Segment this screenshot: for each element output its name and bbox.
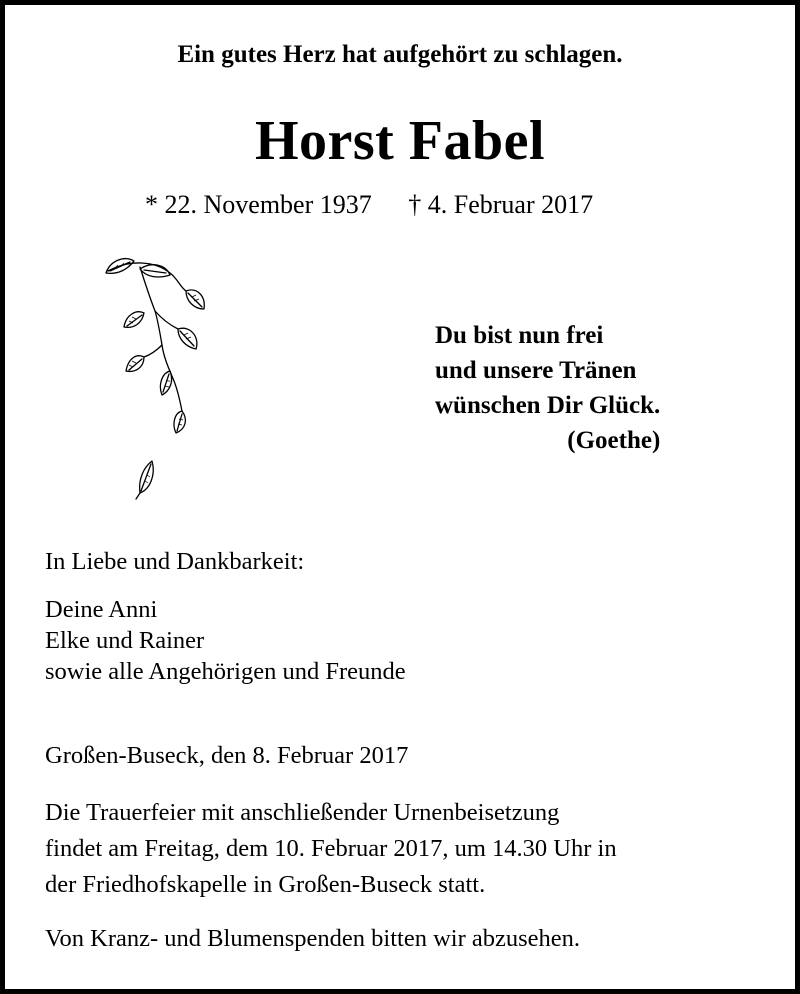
birth-date: * 22. November 1937 <box>145 190 372 219</box>
header-line: Ein gutes Herz hat aufgehört zu schlagen. <box>177 41 623 68</box>
ceremony-line: der Friedhofskapelle in Großen-Buseck statt. <box>45 871 486 898</box>
death-date: † 4. Februar 2017 <box>408 190 594 219</box>
quote-line: wünschen Dir Glück. <box>435 392 661 419</box>
quote-block <box>435 318 660 458</box>
dedication-line: In Liebe und Dankbarkeit: <box>45 548 305 575</box>
family-list <box>45 594 406 687</box>
place-date-line: Großen-Buseck, den 8. Februar 2017 <box>45 742 409 769</box>
ceremony-line: Die Trauerfeier mit anschließender Urnenbeisetzung <box>45 799 560 826</box>
quote-line: und unsere Tränen <box>435 357 637 384</box>
ceremony-line: findet am Freitag, dem 10. Februar 2017, um 14.30 Uhr in <box>45 835 617 862</box>
family-member: sowie alle Angehörigen und Freunde <box>45 658 406 685</box>
ceremony-paragraph <box>45 795 617 903</box>
hanging-leaves-icon <box>100 253 230 513</box>
quote-author: (Goethe) <box>567 427 661 454</box>
family-member: Deine Anni <box>45 596 158 623</box>
quote-line: Du bist nun frei <box>435 322 604 349</box>
life-dates <box>145 190 593 220</box>
deceased-name: Horst Fabel <box>254 110 546 172</box>
closing-line: Von Kranz- und Blumenspenden bitten wir abzusehen. <box>45 925 581 952</box>
family-member: Elke und Rainer <box>45 627 205 654</box>
